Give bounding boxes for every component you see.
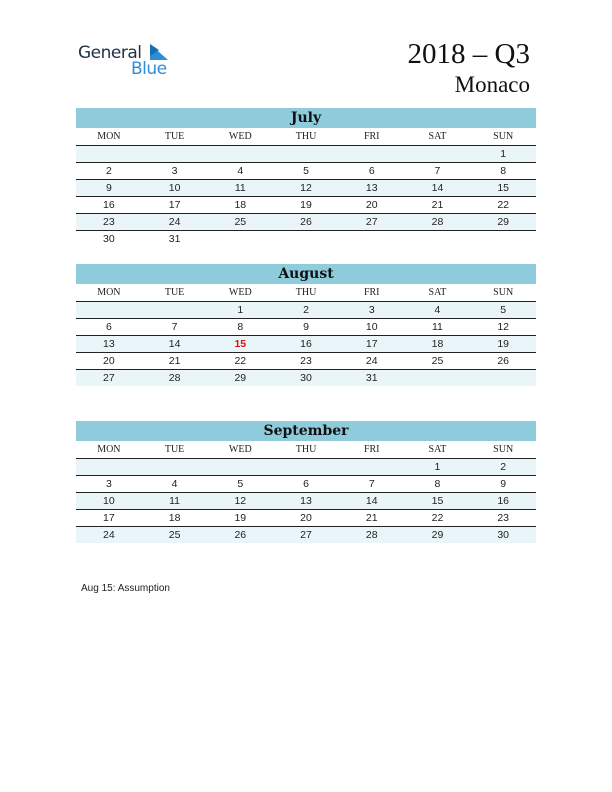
weekday-header-row <box>76 441 536 459</box>
weekday-label: WED <box>228 287 252 298</box>
month-title: July <box>76 108 536 128</box>
weekday-label: THU <box>295 444 317 455</box>
day-cell: 21 <box>365 512 378 524</box>
week-row <box>76 510 536 527</box>
week-row <box>76 180 536 197</box>
day-cell <box>76 146 142 162</box>
day-cell: 5 <box>303 165 309 177</box>
logo-text-general: General <box>78 43 142 63</box>
week-row <box>76 493 536 510</box>
day-cell: 4 <box>237 165 244 177</box>
weekday-label: MON <box>97 444 121 455</box>
holiday-note: Aug 15: Assumption <box>81 583 170 594</box>
day-cell: 22 <box>497 199 510 211</box>
weekday-label: SUN <box>493 131 514 142</box>
day-cell: 30 <box>497 529 510 541</box>
day-cell: 5 <box>500 304 507 316</box>
day-cell: 11 <box>432 321 443 333</box>
day-cell: 9 <box>105 182 112 194</box>
week-row <box>76 214 536 231</box>
day-cell <box>273 146 339 162</box>
day-cell: 1 <box>237 304 244 316</box>
weekday-label: FRI <box>363 444 380 455</box>
day-cell: 4 <box>171 478 178 490</box>
week-row <box>76 527 536 543</box>
day-cell: 27 <box>300 529 312 541</box>
weekday-label: FRI <box>363 131 380 142</box>
day-cell <box>273 459 339 475</box>
day-cell <box>273 231 339 247</box>
day-cell <box>339 146 405 162</box>
weekday-label: SAT <box>428 444 447 455</box>
weekday-label: WED <box>228 131 252 142</box>
week-row <box>76 302 536 319</box>
week-row <box>76 370 536 386</box>
day-cell: 13 <box>365 182 378 194</box>
day-cell: 6 <box>105 321 112 333</box>
day-cell: 22 <box>431 512 444 524</box>
day-cell: 30 <box>103 233 115 245</box>
month-july <box>76 108 536 247</box>
day-cell: 8 <box>500 165 507 177</box>
day-cell: 27 <box>365 216 378 228</box>
day-cell <box>142 302 208 318</box>
day-cell: 6 <box>303 478 309 490</box>
weekday-label: SAT <box>428 287 447 298</box>
week-row <box>76 476 536 493</box>
day-cell <box>405 146 471 162</box>
day-cell: 26 <box>234 529 247 541</box>
day-cell: 15 <box>497 182 510 194</box>
day-cell: 18 <box>431 338 444 350</box>
day-cell: 1 <box>434 461 441 473</box>
day-cell: 28 <box>431 216 444 228</box>
day-cell: 16 <box>497 495 510 507</box>
day-cell: 31 <box>365 372 378 384</box>
day-cell: 9 <box>303 321 309 333</box>
day-cell <box>470 231 536 247</box>
day-cell: 28 <box>365 529 378 541</box>
day-cell: 11 <box>169 495 181 507</box>
week-row <box>76 319 536 336</box>
weekday-label: MON <box>97 131 121 142</box>
holiday-day-cell: 15 <box>234 338 247 350</box>
logo-triangle-icon <box>150 44 170 60</box>
day-cell: 25 <box>234 216 247 228</box>
day-cell: 6 <box>368 165 375 177</box>
day-cell <box>207 231 273 247</box>
day-cell: 4 <box>434 304 441 316</box>
weekday-label: SUN <box>493 444 514 455</box>
day-cell: 3 <box>105 478 112 490</box>
day-cell: 24 <box>103 529 115 541</box>
week-row <box>76 146 536 163</box>
day-cell: 29 <box>497 216 510 228</box>
day-cell <box>142 146 208 162</box>
weekday-label: TUE <box>164 287 185 298</box>
day-cell: 12 <box>300 182 312 194</box>
day-cell: 14 <box>431 182 444 194</box>
day-cell: 9 <box>500 478 507 490</box>
week-row <box>76 459 536 476</box>
day-cell <box>339 459 405 475</box>
country-name: Monaco <box>454 72 530 97</box>
day-cell: 5 <box>237 478 244 490</box>
day-cell: 19 <box>497 338 510 350</box>
day-cell: 20 <box>300 512 312 524</box>
day-cell: 14 <box>168 338 181 350</box>
day-cell: 20 <box>365 199 378 211</box>
weekday-label: THU <box>295 287 317 298</box>
week-row <box>76 231 536 247</box>
day-cell: 19 <box>234 512 247 524</box>
day-cell <box>207 146 273 162</box>
day-cell: 21 <box>168 355 181 367</box>
weekday-label: TUE <box>164 444 185 455</box>
holiday-notes <box>81 583 170 594</box>
day-cell <box>405 231 471 247</box>
logo <box>78 40 188 80</box>
day-cell: 12 <box>497 321 510 333</box>
day-cell: 25 <box>431 355 444 367</box>
day-cell: 7 <box>368 478 375 490</box>
day-cell: 7 <box>434 165 441 177</box>
page-title: 2018 – Q3 <box>407 38 530 70</box>
day-cell <box>405 370 471 386</box>
week-row <box>76 336 536 353</box>
week-row <box>76 197 536 214</box>
day-cell: 17 <box>103 512 115 524</box>
weekday-label: MON <box>97 287 121 298</box>
day-cell: 1 <box>500 148 507 160</box>
weekday-label: FRI <box>363 287 380 298</box>
day-cell: 3 <box>368 304 375 316</box>
day-cell: 30 <box>300 372 312 384</box>
day-cell <box>207 459 273 475</box>
day-cell: 16 <box>300 338 312 350</box>
day-cell: 26 <box>497 355 510 367</box>
day-cell: 2 <box>105 165 112 177</box>
day-cell: 12 <box>234 495 247 507</box>
day-cell: 27 <box>103 372 115 384</box>
weekday-label: THU <box>295 131 317 142</box>
day-cell: 14 <box>365 495 378 507</box>
day-cell: 10 <box>365 321 378 333</box>
day-cell <box>470 370 536 386</box>
month-title: September <box>76 421 536 441</box>
day-cell: 23 <box>497 512 510 524</box>
day-cell: 8 <box>434 478 441 490</box>
day-cell: 7 <box>171 321 178 333</box>
day-cell: 10 <box>103 495 115 507</box>
day-cell: 18 <box>168 512 181 524</box>
day-cell <box>76 459 142 475</box>
day-cell: 15 <box>431 495 444 507</box>
month-title: August <box>76 264 536 284</box>
month-august <box>76 264 536 386</box>
day-cell: 25 <box>168 529 181 541</box>
day-cell: 17 <box>365 338 378 350</box>
weekday-header-row <box>76 128 536 146</box>
day-cell: 13 <box>103 338 115 350</box>
day-cell <box>339 231 405 247</box>
weekday-label: SAT <box>428 131 447 142</box>
day-cell: 13 <box>300 495 312 507</box>
weekday-label: WED <box>228 444 252 455</box>
day-cell: 3 <box>171 165 178 177</box>
day-cell <box>142 459 208 475</box>
weekday-header-row <box>76 284 536 302</box>
day-cell: 24 <box>365 355 378 367</box>
day-cell: 31 <box>168 233 181 245</box>
day-cell: 11 <box>234 182 246 194</box>
day-cell: 16 <box>103 199 115 211</box>
day-cell: 8 <box>237 321 244 333</box>
day-cell: 18 <box>234 199 247 211</box>
day-cell: 23 <box>103 216 115 228</box>
day-cell: 22 <box>234 355 247 367</box>
day-cell: 26 <box>300 216 312 228</box>
week-row <box>76 353 536 370</box>
week-row <box>76 163 536 180</box>
day-cell: 29 <box>431 529 444 541</box>
month-september <box>76 421 536 543</box>
logo-text-blue: Blue <box>131 59 167 79</box>
weekday-label: TUE <box>164 131 185 142</box>
day-cell: 20 <box>103 355 115 367</box>
weekday-label: SUN <box>493 287 514 298</box>
day-cell: 28 <box>168 372 181 384</box>
day-cell: 2 <box>500 461 507 473</box>
day-cell: 24 <box>168 216 181 228</box>
day-cell: 17 <box>168 199 181 211</box>
day-cell: 29 <box>234 372 247 384</box>
day-cell: 19 <box>300 199 312 211</box>
day-cell: 21 <box>431 199 444 211</box>
day-cell: 10 <box>168 182 181 194</box>
day-cell <box>76 302 142 318</box>
day-cell: 23 <box>300 355 312 367</box>
day-cell: 2 <box>303 304 309 316</box>
